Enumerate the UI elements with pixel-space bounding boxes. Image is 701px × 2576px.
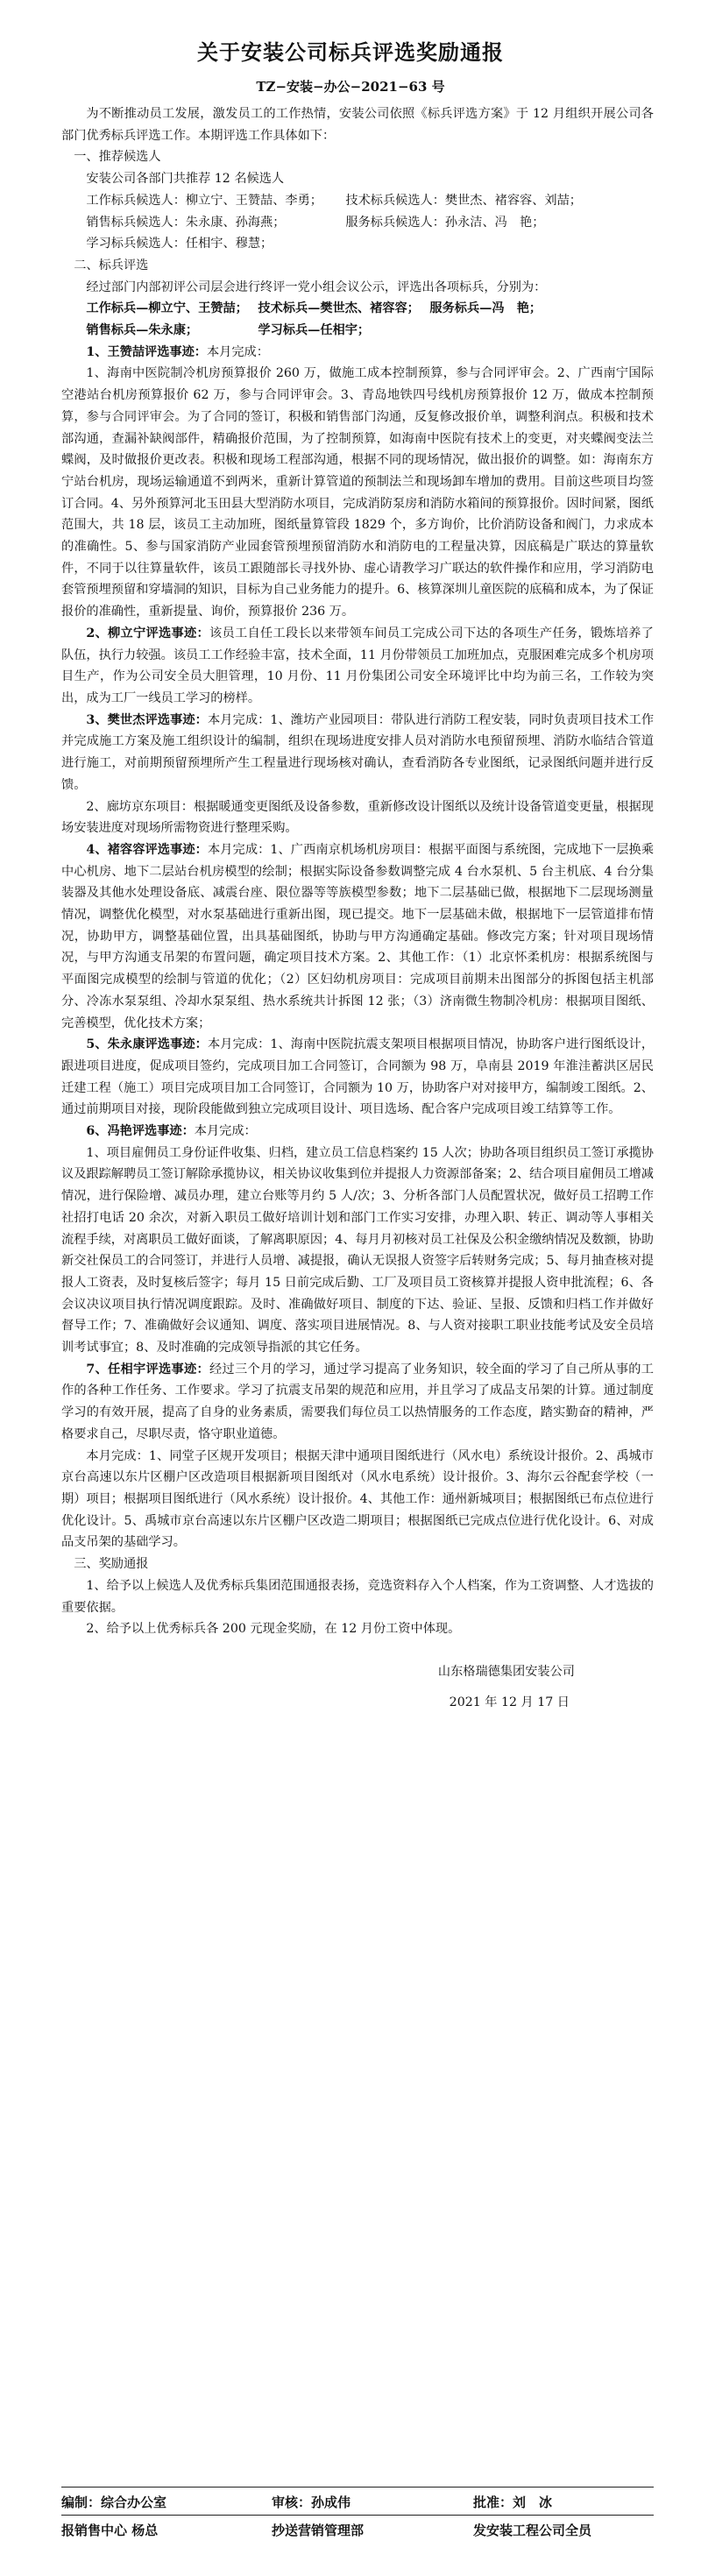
report-to: 报销售中心 杨总	[61, 2523, 159, 2538]
footer-distribution-row	[61, 2515, 654, 2538]
work-candidates: 工作标兵候选人：柳立宁、王赞喆、李勇；	[86, 193, 322, 208]
deeds-6-lead: 6、冯艳评选事迹：本月完成：	[86, 1124, 257, 1139]
approver: 批准：刘 冰	[473, 2495, 553, 2510]
deeds-5: 5、朱永康评选事迹：本月完成：1、海南中医院抗震支架项目根据项目情况，协助客户进行图纸设计，跟进项目进度，促成项目签约，完成项目加工合同签订，合同额为 98 万，阜南县 2019 年淮洼蓄洪区居民迁建工程（施工）项目完成项目加工合同签订，合同额为 10 万，协助客户对对接甲方，编制竣工图纸。2、通过前期项目对接，现阶段能做到独立完成项目设计、项目选场、配合客户完成项目竣工结算等工作。	[61, 1037, 655, 1117]
signing-date: 2021 年 12 月 17 日	[449, 1695, 570, 1709]
section-1-heading: 一、推荐候选人	[74, 150, 161, 165]
deeds-3-extra: 2、廊坊京东项目：根据暖通变更图纸及设备参数，重新修改设计图纸以及统计设备管道变更量，根据现场安装进度对现场所需物资进行整理采购。	[61, 799, 654, 836]
deeds-6-text: 1、项目雇佣员工身份证件收集、归档，建立员工信息档案约 15 人次；协助各项目组织员工签订承揽协议及跟踪解聘员工签订解除承揽协议，相关协议收集到位并提报人力资源部备案；2、结合项目雇佣员工增减情况，进行保险增、减员办理，建立台账等月约 5 人/次；3、分析各部门人员配置状况，做好员工招聘工作社招打电话 20 余次，对新入职员工做好培训计划和部门工作实习安排，办理入职、转正、调动等人事相关流程手续，对离职员工做好面谈，了解离职原因；4、每月月初核对员工社保及公积金缴纳情况及数额，协助新交社保员工的合同签订，并进行人员增、减提报，确认无误报人资签字后转财务完成；5、每月抽查核对提报人工资表，及时复核后签字；每月 15 日前完成后勤、工厂及项目员工资核算并提报人资申批流程；6、各会议决议项目执行情况调度跟踪。及时、准确做好项目、制度的下达、验证、呈报、反馈和归档工作并做好督导工作；7、准确做好会议通知、调度、落实项目进展情况。8、与人资对接职工职业技能考试及安全员培训考试事宜；8、及时准确的完成领导指派的其它任务。	[61, 1145, 654, 1355]
distribute-to: 发安装工程公司全员	[473, 2523, 592, 2538]
work-winners: 工作标兵—柳立宁、王赞喆；	[86, 301, 248, 316]
deeds-3-heading: 3、樊世杰评选事迹：	[86, 712, 208, 727]
document-number: TZ−安装−办公−2021−63 号	[256, 79, 445, 95]
tech-winners: 技术标兵—樊世杰、褚容容；	[258, 301, 420, 316]
reviewer: 审核：孙成伟	[272, 2495, 351, 2510]
deeds-7-heading: 7、任相宇评选事迹：	[86, 1362, 210, 1376]
candidate-row	[61, 190, 654, 212]
copy-to: 抄送营销管理部	[272, 2523, 365, 2538]
deeds-6-heading: 6、冯艳评选事迹：	[86, 1124, 195, 1139]
study-winner: 学习标兵—任相宇；	[258, 323, 371, 338]
deeds-3: 3、樊世杰评选事迹：本月完成：1、潍坊产业园项目：带队进行消防工程安装，同时负责项目技术工作并完成施工方案及施工组织设计的编制，组织在现场进度安排人员对消防水电预留预埋、消防水临结合管道进行施工，对前期预留预埋所产生工程量进行现场核对确认，查看消防各专业图纸，记录图纸问题并进行反馈。	[61, 712, 655, 792]
reward-item-2: 2、给予以上优秀标兵各 200 元现金奖励，在 12 月份工资中体现。	[86, 1622, 461, 1637]
section-3-heading: 三、奖励通报	[74, 1557, 149, 1572]
reward-item-1: 1、给予以上候选人及优秀标兵集团范围通报表扬，竞选资料存入个人档案，作为工资调整、人才选拔的重要依据。	[61, 1578, 654, 1615]
document-title: 关于安装公司标兵评选奖励通报	[197, 40, 504, 65]
winners-row	[61, 320, 654, 342]
study-candidates: 学习标兵候选人：任相宇、穆慧；	[86, 237, 273, 251]
winners-row	[61, 298, 654, 320]
deeds-7: 7、任相宇评选事迹：经过三个月的学习，通过学习提高了业务知识，较全面的学习了自己所从事的工作的各种工作任务、工作要求。学习了抗震支吊架的规范和应用，并且学习了成品支吊架的计算。通过制度学习的有效开展，提高了自身的业务素质，需要我们每位员工以热情服务的工作态度，踏实勤奋的精神，严格要求自己，尽职尽责，恪守职业道德。	[61, 1362, 654, 1441]
candidate-row	[61, 212, 654, 234]
service-winner: 服务标兵—冯 艳；	[429, 301, 542, 316]
intro-paragraph: 为不断推动员工发展，激发员工的工作热情，安装公司依照《标兵评选方案》于 12 月组织开展公司各部门优秀标兵评选工作。本期评选工作具体如下：	[61, 107, 654, 143]
document-body	[61, 103, 654, 1713]
deeds-1-lead: 1、王赞喆评选事迹：本月完成：	[86, 344, 269, 359]
service-candidates: 服务标兵候选人：孙永洁、冯 艳；	[345, 215, 545, 230]
deeds-1-heading: 1、王赞喆评选事迹：	[86, 344, 207, 359]
deeds-2: 2、柳立宁评选事迹：该员工自任工段长以来带领车间员工完成公司下达的各项生产任务，锻炼培养了队伍，执行力较强。该员工工作经验丰富，技术全面，11 月份带领员工加班加点，克服困难完成多个机房项目生产，作为公司安全员大胆管理，10 月份、11 月份集团公司安全环境评比中均为前三名，工作较为突出，成为工厂一线员工学习的榜样。	[61, 626, 654, 705]
section-2-heading: 二、标兵评选	[74, 258, 149, 272]
deeds-4: 4、褚容容评选事迹：本月完成：1、广西南京机场机房项目：根据平面图与系统图，完成地下一层换乘中心机房、地下二层站台机房模型的绘制；根据实际设备参数调整完成 4 台水泵机、5 台主机底、4 台分集装器及其他水处理设备底、减震台座、限位器等等族模型参数；地下二层基础已做，根据地下二层现场测量情况，调整优化模型，对水泵基础进行重新出图，现已提交。地下一层基础未做，根据地下一层管道排布情况，协助甲方，调整基础位置，出具基础图纸，协助与甲方沟通确定基础。修改完方案；针对项目现场情况，与甲方沟通支吊架的布置问题，确定项目技术方案。2、其他工作：（1）北京怀柔机房：根据系统图与平面图完成模型的绘制与管道的优化；（2）区妇幼机房项目：完成项目前期未出图部分的拆图包括主机部分、冷冻水泵泵组、冷却水泵泵组、热水系统共计拆图 12 张；（3）济南微生物制冷机房：根据项目图纸、完善模型，优化技术方案；	[61, 842, 655, 1030]
deeds-7-extra: 本月完成：1、同堂子区规开发项目；根据天津中通项目图纸进行（风水电）系统设计报价。2、禹城市京台高速以东片区棚户区改造项目根据新项目图纸对（风水电系统）设计报价。3、海尔云谷配套学校（一期）项目；根据项目图纸进行（风水系统）设计报价。4、其他工作：通州新城项目；根据图纸已布点位进行优化设计。5、禹城市京台高速以东片区棚户区改造二期项目；根据图纸已完成点位进行优化设计。6、对成品支吊架的基础学习。	[61, 1448, 654, 1550]
deeds-5-heading: 5、朱永康评选事迹：	[86, 1037, 208, 1052]
candidate-total: 安装公司各部门共推荐 12 名候选人	[86, 172, 285, 187]
footer-approval-row	[61, 2487, 654, 2510]
signing-organization: 山东格瑞德集团安装公司	[437, 1664, 575, 1679]
tech-candidates: 技术标兵候选人：樊世杰、褚容容、刘喆；	[345, 193, 582, 208]
deeds-1-text: 1、海南中医院制冷机房预算报价 260 万，做施工成本控制预算，参与合同评审会。2、广西南宁国际空港站台机房预算报价 62 万，参与合同评审会。3、青岛地铁四号线机房预算报价 12 万，做成本控制预算，参与合同评审会。为了合同的签订，积极和销售部门沟通，反复修改报价单，调整利润点。积极和技术部沟通，查漏补缺阀部件，精确报价范围，为了控制预算，如海南中医院有技术上的变更，对夹蝶阀变法兰蝶阀，及时做报价更改表。积极和现场工程部沟通，根据不同的现场情况，做出报价的调整。如：海南东方宁站台机房，现场运输通道不到两米，重新计算管道的预制法兰和现场卸车增加的费用。目前这些项目均签订合同。4、另外预算河北玉田县大型消防水项目，完成消防泵房和消防水箱间的预算报价。因时间紧，图纸范围大，共 18 层，该员工主动加班，图纸量算管段 1829 个，多方询价，比价消防设备和阀门，力求成本的准确性。5、参与国家消防产业园套管预埋预留消防水和消防电的工程量决算，因底稿是广联达的算量软件，不同于以往算量软件，该员工跟随部长寻找外协、虚心请教学习广联达的软件操作和应用，学习消防电套管预埋预留和穿墙洞的知识，目标为自己业务能力的提升。6、核算深圳儿童医院的底稿和成本，为了保证报价的准确性，重新提量、询价，预算报价 236 万。	[61, 366, 654, 619]
deeds-2-heading: 2、柳立宁评选事迹：	[86, 626, 210, 640]
evaluation-intro: 经过部门内部初评公司层会进行终评一党小组会议公示，评选出各项标兵，分别为：	[86, 280, 547, 294]
compiler: 编制：综合办公室	[61, 2495, 167, 2510]
deeds-4-heading: 4、褚容容评选事迹：	[86, 842, 208, 857]
sales-candidates: 销售标兵候选人：朱永康、孙海燕；	[86, 215, 286, 230]
sales-winner: 销售标兵—朱永康；	[86, 323, 199, 338]
